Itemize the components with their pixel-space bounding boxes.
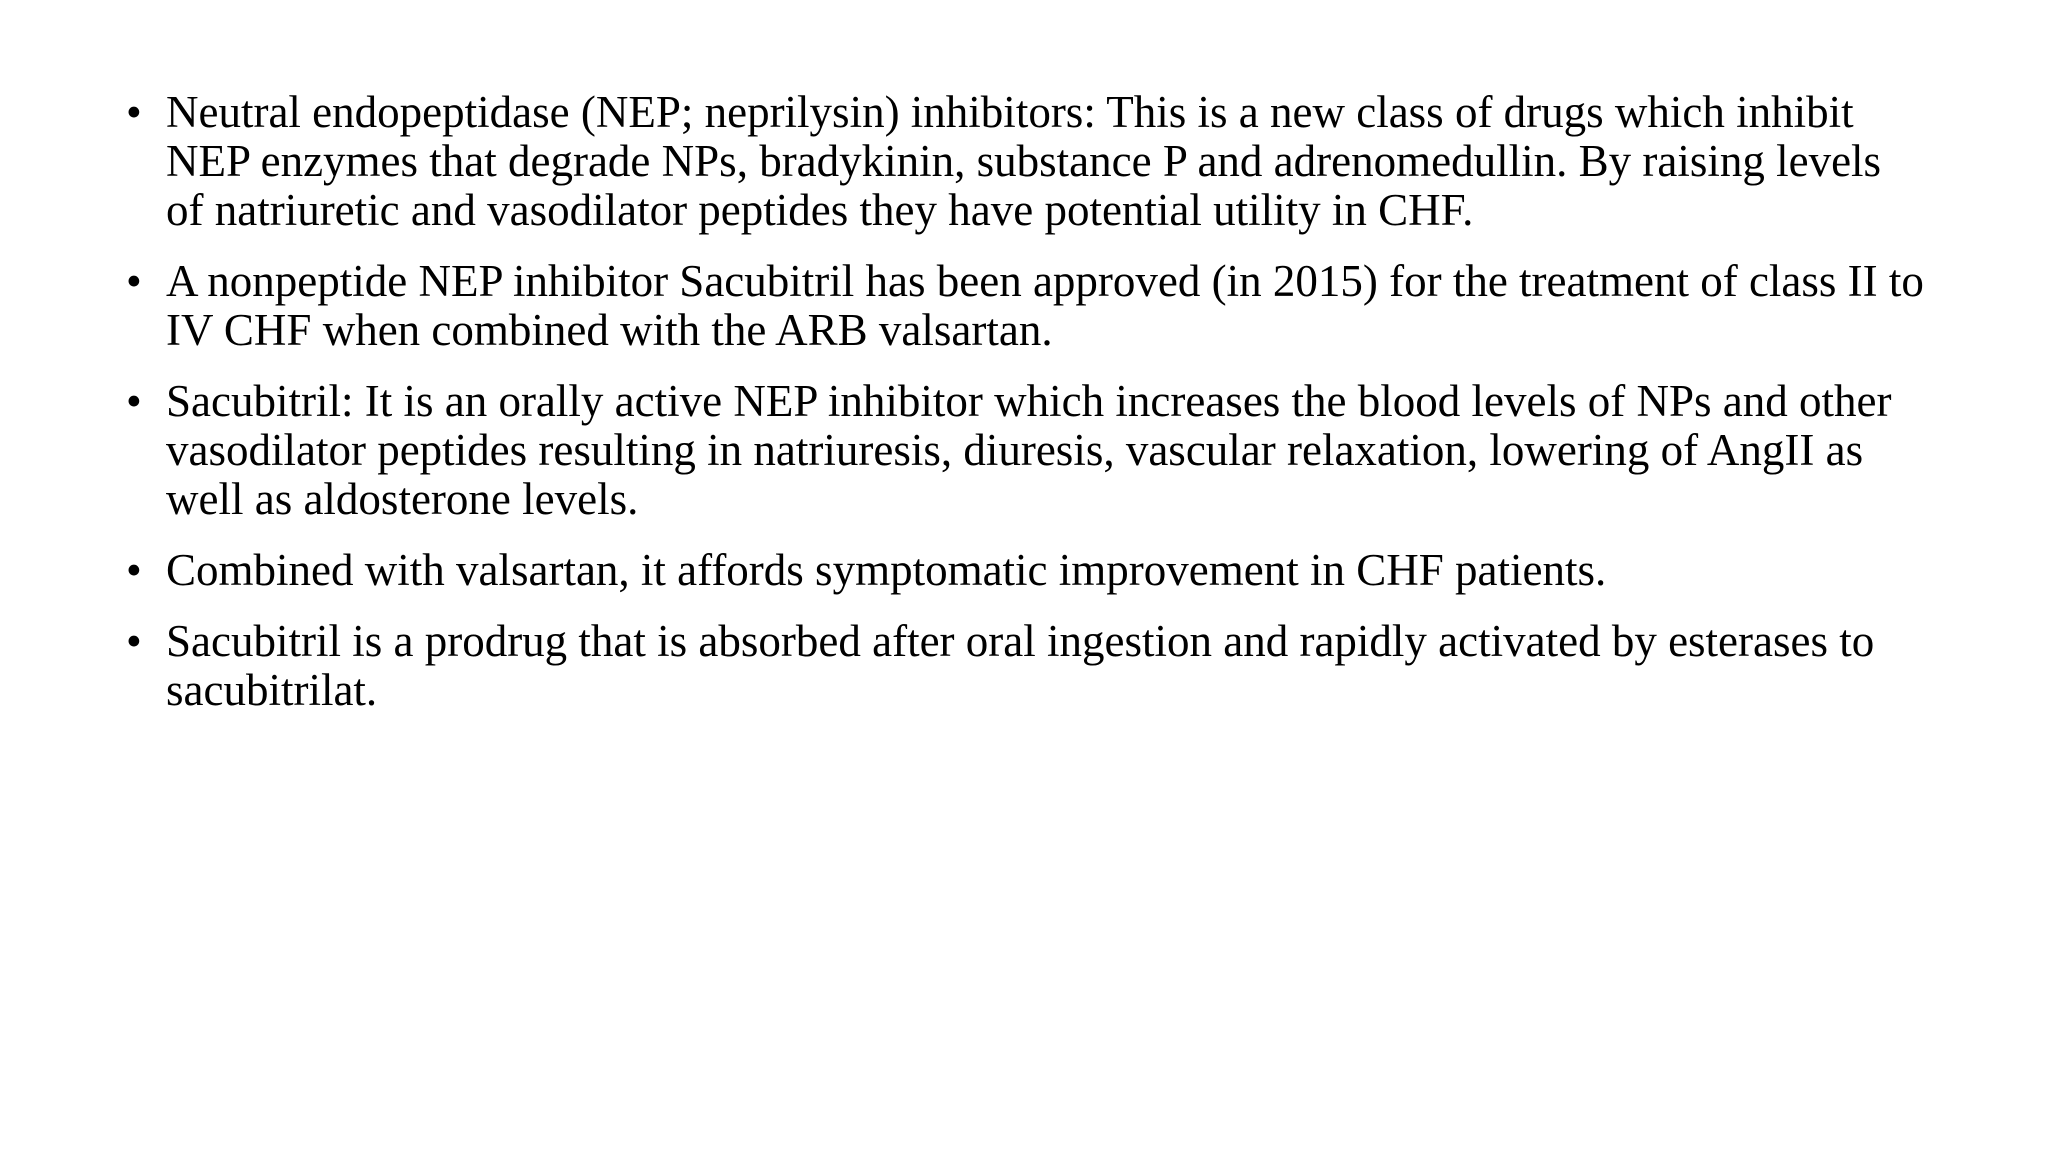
bullet-text: Neutral endopeptidase (NEP; neprilysin) inhibitors: This is a new class of drugs which inhibit NEP enzymes that degrade NPs, bradykinin, substance P and adrenomedullin. By raising levels of natriuretic and vasodilator peptides they have potential utility in CHF. — [166, 87, 1882, 235]
bullet-text: Combined with valsartan, it affords symptomatic improvement in CHF patients. — [166, 545, 1607, 595]
bullet-dot-icon: • — [126, 87, 142, 137]
bullet-text: Sacubitril is a prodrug that is absorbed after oral ingestion and rapidly activated by esterases to sacubitrilat. — [166, 616, 1875, 715]
bullet-list — [126, 88, 1926, 737]
bullet-dot-icon: • — [126, 545, 142, 595]
bullet-item-nep-inhibitors — [126, 88, 1926, 235]
bullet-dot-icon: • — [126, 256, 142, 306]
bullet-dot-icon: • — [126, 376, 142, 426]
bullet-item-prodrug — [126, 617, 1926, 715]
bullet-item-sacubitril-action — [126, 377, 1926, 524]
bullet-dot-icon: • — [126, 616, 142, 666]
bullet-text: A nonpeptide NEP inhibitor Sacubitril has been approved (in 2015) for the treatment of class II to IV CHF when combined with the ARB valsartan. — [166, 256, 1924, 355]
bullet-item-valsartan-combination — [126, 546, 1926, 595]
bullet-text: Sacubitril: It is an orally active NEP inhibitor which increases the blood levels of NPs and other vasodilator peptides resulting in natriuresis, diuresis, vascular relaxation, lowering of AngII as well as aldosterone levels. — [166, 376, 1892, 524]
bullet-item-sacubitril-approval — [126, 257, 1926, 355]
